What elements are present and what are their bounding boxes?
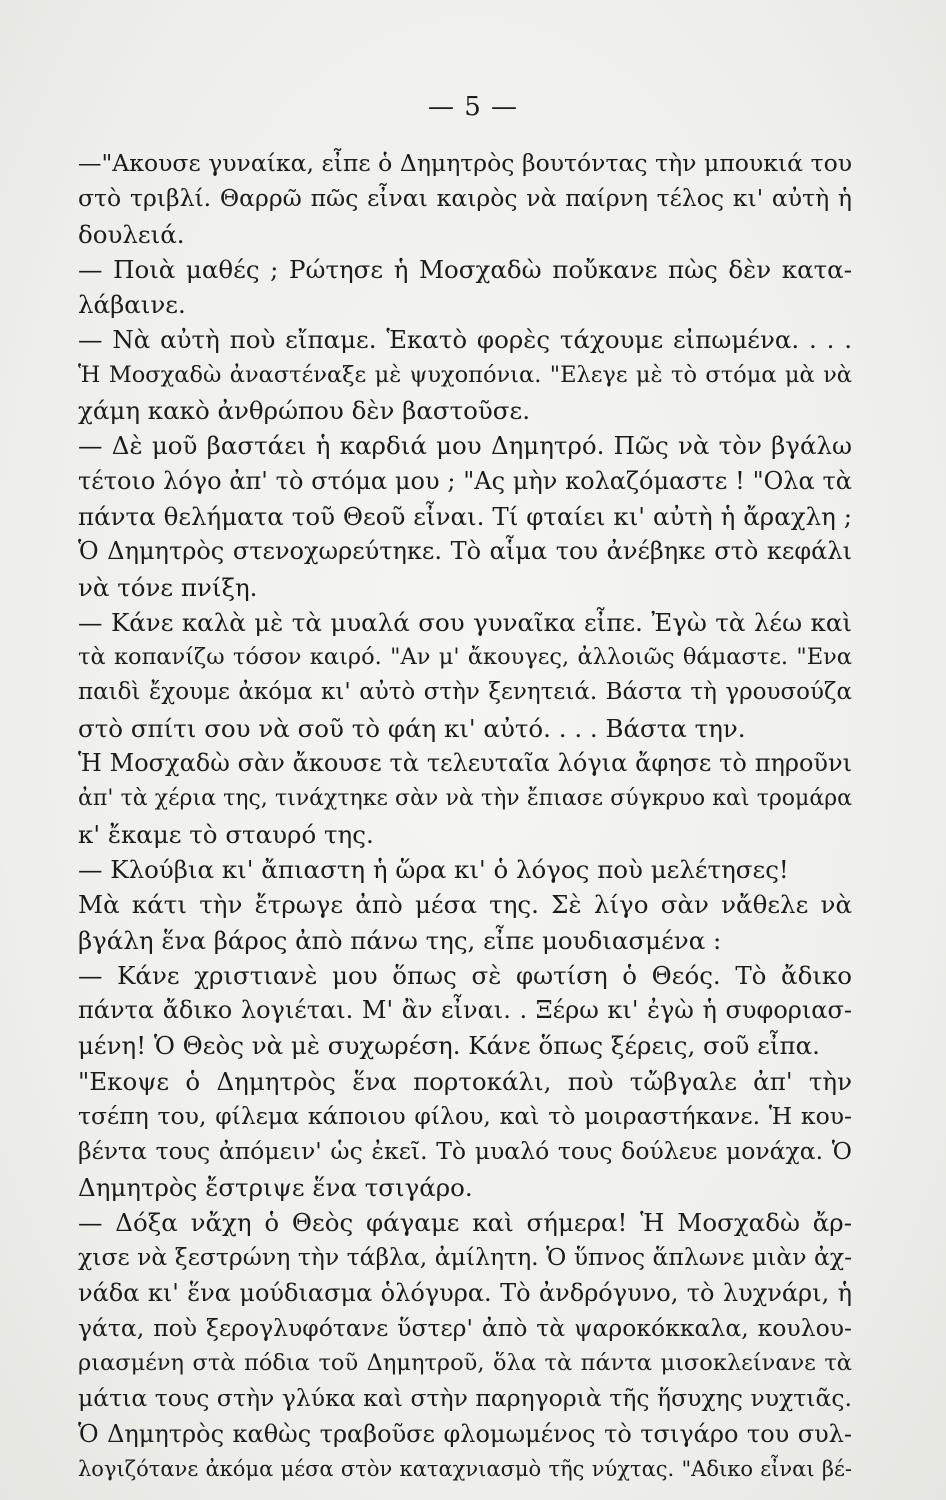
- text-line: γάτα, ποὺ ξερογλυφότανε ὕστερ' ἀπὸ τὰ ψαροκόκκαλα, κουλου-: [78, 1313, 852, 1342]
- page-number: — 5 —: [427, 92, 519, 122]
- text-line: βέντα τους ἀπόμειν' ὡς ἐκεῖ. Τὸ μυαλό τους δούλευε μονάχα. Ὁ: [78, 1137, 852, 1166]
- text-line: τὰ κοπανίζω τόσον καιρό. "Αν μ' ἄκουγες, ἀλλοιῶς θάμαστε. "Ενα: [78, 644, 852, 671]
- text-line: μένη! Ὁ Θεὸς νὰ μὲ συχωρέση. Κάνε ὅπως ξέρεις, σοῦ εἶπα.: [78, 1031, 820, 1061]
- text-line: δουλειά.: [78, 219, 185, 249]
- text-line: ἀπ' τὰ χέρια της, τινάχτηκε σὰν νὰ τὴν ἔπιασε σύγκρυο καὶ τρομάρα: [78, 786, 852, 812]
- text-line: παιδὶ ἔχουμε ἀκόμα κι' αὐτὸ στὴν ξενητειά. Βάστα τὴ γρουσούζα: [78, 679, 852, 706]
- text-line: κ' ἔκαμε τὸ σταυρό της.: [78, 819, 374, 849]
- text-line: — Δόξα νἄχη ὁ Θεὸς φάγαμε καὶ σήμερα! Ἡ Μοσχαδὼ ἄρ-: [78, 1207, 852, 1237]
- text-line: μάτια τους στὴν γλύκα καὶ στὴν παρηγοριὰ τῆς ἥσυχης νυχτιᾶς.: [78, 1384, 852, 1413]
- text-line: χάμη κακὸ ἀνθρώπου δὲν βαστοῦσε.: [78, 396, 531, 426]
- text-line: λάβαινε.: [78, 290, 186, 320]
- text-line: — Κλούβια κι' ἄπιαστη ἡ ὥρα κι' ὁ λόγος ποὺ μελέτησες!: [78, 854, 789, 884]
- text-line: νὰ τόνε πνίξη.: [78, 572, 258, 602]
- text-line: — Κάνε καλὰ μὲ τὰ μυαλά σου γυναῖκα εἶπε. Ἐγὼ τὰ λέω καὶ: [78, 607, 852, 637]
- text-line: Ὁ Δημητρὸς στενοχωρεύτηκε. Τὸ αἷμα του ἀνέβηκε στὸ κεφάλι: [78, 537, 852, 566]
- text-line: πάντα ἄδικο λογιέται. Μ' ἂν εἶναι. . Ξέρω κι' ἐγὼ ἡ συφοριασ-: [78, 996, 852, 1025]
- text-line: Μὰ κάτι τὴν ἔτρωγε ἀπὸ μέσα της. Σὲ λίγο σὰν νἄθελε νὰ: [78, 890, 852, 920]
- text-line: τέτοιο λόγο ἀπ' τὸ στόμα μου ; "Ας μὴν κολαζόμαστε ! "Ολα τὰ: [78, 466, 852, 495]
- text-line: "Εκοψε ὁ Δημητρὸς ἕνα πορτοκάλι, ποὺ τὤβγαλε ἀπ' τὴν: [78, 1066, 852, 1096]
- text-line: — Νὰ αὐτὴ ποὺ εἴπαμε. Ἑκατὸ φορὲς τάχουμε εἰπωμένα. . . .: [78, 325, 852, 355]
- text-line: χισε νὰ ξεστρώνη τὴν τάβλα, ἀμίλητη. Ὁ ὕπνος ἅπλωνε μιὰν ἀχ-: [78, 1243, 852, 1272]
- text-line: — Ποιὰ μαθές ; Ρώτησε ἡ Μοσχαδὼ ποὔκανε πὼς δὲν κατα-: [78, 254, 852, 284]
- text-line: Ἡ Μοσχαδὼ ἀναστέναξε μὲ ψυχοπόνια. "Ελεγε μὲ τὸ στόμα μὰ νὰ: [78, 361, 852, 388]
- text-line: Ὁ Δημητρὸς καθὼς τραβοῦσε φλομωμένος τὸ τσιγάρο του συλ-: [78, 1419, 852, 1448]
- text-line: Ἡ Μοσχαδὼ σὰν ἄκουσε τὰ τελευταῖα λόγια ἄφησε τὸ πηροῦνι: [78, 749, 852, 778]
- text-line: —"Ακουσε γυναίκα, εἶπε ὁ Δημητρὸς βουτόντας τὴν μπουκιά του: [78, 149, 852, 177]
- text-line: Δημητρὸς ἔστριψε ἕνα τσιγάρο.: [78, 1172, 473, 1202]
- text-line: στὸ τριβλί. Θαρρῶ πῶς εἶναι καιρὸς νὰ παίρνη τέλος κι' αὐτὴ ἡ: [78, 184, 852, 213]
- text-line: τσέπη του, φίλεμα κάποιου φίλου, καὶ τὸ μοιραστήκανε. Ἡ κου-: [78, 1102, 852, 1131]
- body-text: [78, 146, 852, 1487]
- text-line: βγάλη ἕνα βάρος ἀπὸ πάνω της, εἶπε μουδιασμένα :: [78, 925, 722, 955]
- text-line: στὸ σπίτι σου νὰ σοῦ τὸ φάη κι' αὐτό. . . . Βάστα την.: [78, 713, 746, 743]
- text-line: πάντα θελήματα τοῦ Θεοῦ εἶναι. Τί φταίει κι' αὐτὴ ἡ ἄραχλη ;: [78, 501, 852, 531]
- text-line: ριασμένη στὰ πόδια τοῦ Δημητροῦ, ὅλα τὰ πάντα μισοκλείνανε τὰ: [78, 1350, 852, 1377]
- text-line: — Δὲ μοῦ βαστάει ἡ καρδιά μου Δημητρό. Πῶς νὰ τὸν βγάλω: [78, 431, 852, 461]
- text-line: νάδα κι' ἕνα μούδιασμα ὁλόγυρα. Τὸ ἀνδρόγυνο, τὸ λυχνάρι, ἡ: [78, 1278, 852, 1307]
- text-line: λογιζότανε ἀκόμα μέσα στὸν καταχνιασμὸ τῆς νύχτας. "Αδικο εἶναι βέ-: [78, 1456, 852, 1481]
- text-line: — Κάνε χριστιανὲ μου ὅπως σὲ φωτίση ὁ Θεός. Τὸ ἄδικο: [78, 960, 852, 990]
